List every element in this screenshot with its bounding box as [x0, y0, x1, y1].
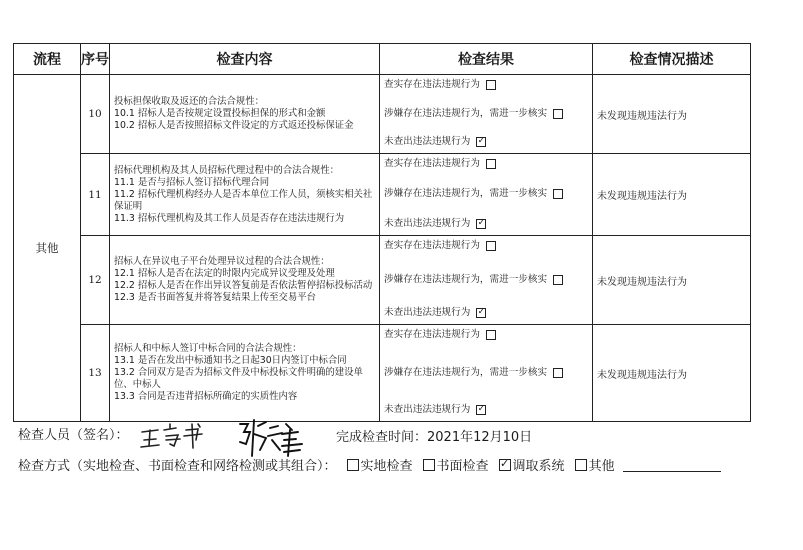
description-cell: 未发现违规违法行为 — [593, 154, 751, 236]
description-cell: 未发现违规违法行为 — [593, 325, 751, 422]
checkbox-unchecked[interactable] — [486, 330, 496, 340]
seq-cell: 12 — [81, 236, 110, 325]
checkbox-checked[interactable] — [476, 405, 486, 415]
content-item: 12.1 招标人是否在法定的时限内完成异议受理及处理 — [114, 268, 335, 279]
checkbox-unchecked[interactable] — [486, 241, 496, 251]
content-item: 13.3 合同是否违背招标所确定的实质性内容 — [114, 391, 298, 402]
result-option: 未查出违法违规行为 ✓ — [384, 135, 588, 149]
header-seq: 序号 — [81, 44, 110, 75]
description-cell: 未发现违规违法行为 — [593, 236, 751, 325]
result-option: 未查出违法违规行为 ✓ — [384, 217, 588, 231]
header-result: 检查结果 — [380, 44, 593, 75]
result-option: 涉嫌存在违法违规行为，需进一步核实 — [384, 107, 588, 121]
table-row — [14, 154, 751, 236]
table-row — [14, 325, 751, 422]
content-cell — [110, 75, 380, 154]
checkbox-unchecked[interactable] — [553, 189, 563, 199]
checkbox-checked[interactable] — [476, 219, 486, 229]
result-cell — [380, 325, 593, 422]
header-content: 检查内容 — [110, 44, 380, 75]
inspector-label: 检查人员（签名）： — [18, 428, 129, 443]
content-heading: 招标人和中标人签订中标合同的合法合规性： — [114, 343, 302, 354]
content-cell — [110, 236, 380, 325]
result-option: 查实存在违法违规行为 — [384, 78, 588, 92]
handwritten-signature — [136, 416, 316, 458]
stage-cell: 其他 — [14, 75, 81, 422]
description-cell: 未发现违规违法行为 — [593, 75, 751, 154]
method-option-onsite: 实地检查 — [360, 459, 413, 474]
content-item: 10.1 招标人是否按规定设置投标担保的形式和金额 — [114, 108, 326, 119]
header-stage: 流程 — [14, 44, 81, 75]
seq-cell: 10 — [81, 75, 110, 154]
inspection-method-row — [18, 455, 721, 474]
content-item: 13.1 是否在发出中标通知书之日起30日内签订中标合同 — [114, 355, 347, 366]
checkbox-unchecked[interactable] — [553, 275, 563, 285]
method-option-other: 其他 — [588, 459, 615, 474]
content-item: 12.3 是否书面答复并将答复结果上传至交易平台 — [114, 292, 316, 303]
content-heading: 招标代理机构及其人员招标代理过程中的合法合规性： — [114, 164, 340, 176]
content-item: 11.3 招标代理机构及其工作人员是否存在违法违规行为 — [114, 212, 345, 224]
completion-label: 完成检查时间： — [336, 430, 428, 445]
method-option-document: 书面检查 — [436, 459, 489, 474]
completion-date: 2021年12月10日 — [427, 430, 533, 445]
content-item: 11.2 招标代理机构经办人是否本单位工作人员，须核实相关社保证明 — [114, 188, 373, 212]
result-option: 涉嫌存在违法违规行为，需进一步核实 — [384, 366, 588, 380]
method-checkbox-document[interactable] — [423, 459, 435, 471]
result-option: 未查出违法违规行为 ✓ — [384, 403, 588, 417]
result-option: 未查出违法违规行为 ✓ — [384, 306, 588, 320]
inspector-signature-row — [18, 424, 129, 443]
inspection-table — [13, 43, 751, 422]
content-item: 11.1 是否与招标人签订招标代理合同 — [114, 176, 270, 188]
header-description: 检查情况描述 — [593, 44, 751, 75]
method-checkbox-other[interactable] — [575, 459, 587, 471]
content-cell — [110, 325, 380, 422]
checkbox-checked[interactable] — [476, 137, 486, 147]
table-row — [14, 236, 751, 325]
checkbox-checked[interactable] — [476, 308, 486, 318]
seq-cell: 13 — [81, 325, 110, 422]
table-header-row — [14, 44, 751, 75]
content-heading: 投标担保收取及返还的合法合规性： — [114, 96, 265, 107]
result-cell — [380, 75, 593, 154]
checkbox-unchecked[interactable] — [553, 109, 563, 119]
result-option: 涉嫌存在违法违规行为，需进一步核实 — [384, 273, 588, 287]
checkbox-unchecked[interactable] — [553, 368, 563, 378]
result-cell — [380, 236, 593, 325]
method-checkbox-system[interactable] — [499, 459, 511, 471]
result-option: 查实存在违法违规行为 — [384, 239, 588, 253]
seq-cell: 11 — [81, 154, 110, 236]
content-heading: 招标人在异议电子平台处理异议过程的合法合规性： — [114, 256, 330, 267]
method-label: 检查方式（实地检查、书面检查和网络检测或其组合）： — [18, 459, 337, 474]
result-option: 涉嫌存在违法违规行为，需进一步核实 — [384, 187, 588, 201]
content-item: 13.2 合同双方是否为招标文件及中标投标文件明确的建设单位、中标人 — [114, 367, 363, 390]
content-cell — [110, 154, 380, 236]
other-method-blank[interactable] — [623, 457, 721, 472]
result-option: 查实存在违法违规行为 — [384, 157, 588, 171]
checkbox-unchecked[interactable] — [486, 159, 496, 169]
table-row — [14, 75, 751, 154]
result-option: 查实存在违法违规行为 — [384, 328, 588, 342]
result-cell — [380, 154, 593, 236]
content-item: 12.2 招标人是否在作出异议答复前是否依法暂停招标投标活动 — [114, 280, 373, 291]
content-item: 10.2 招标人是否按照招标文件设定的方式返还投标保证金 — [114, 120, 354, 131]
method-checkbox-onsite[interactable] — [347, 459, 359, 471]
method-option-system: 调取系统 — [512, 459, 565, 474]
completion-time — [336, 426, 532, 445]
checkbox-unchecked[interactable] — [486, 80, 496, 90]
